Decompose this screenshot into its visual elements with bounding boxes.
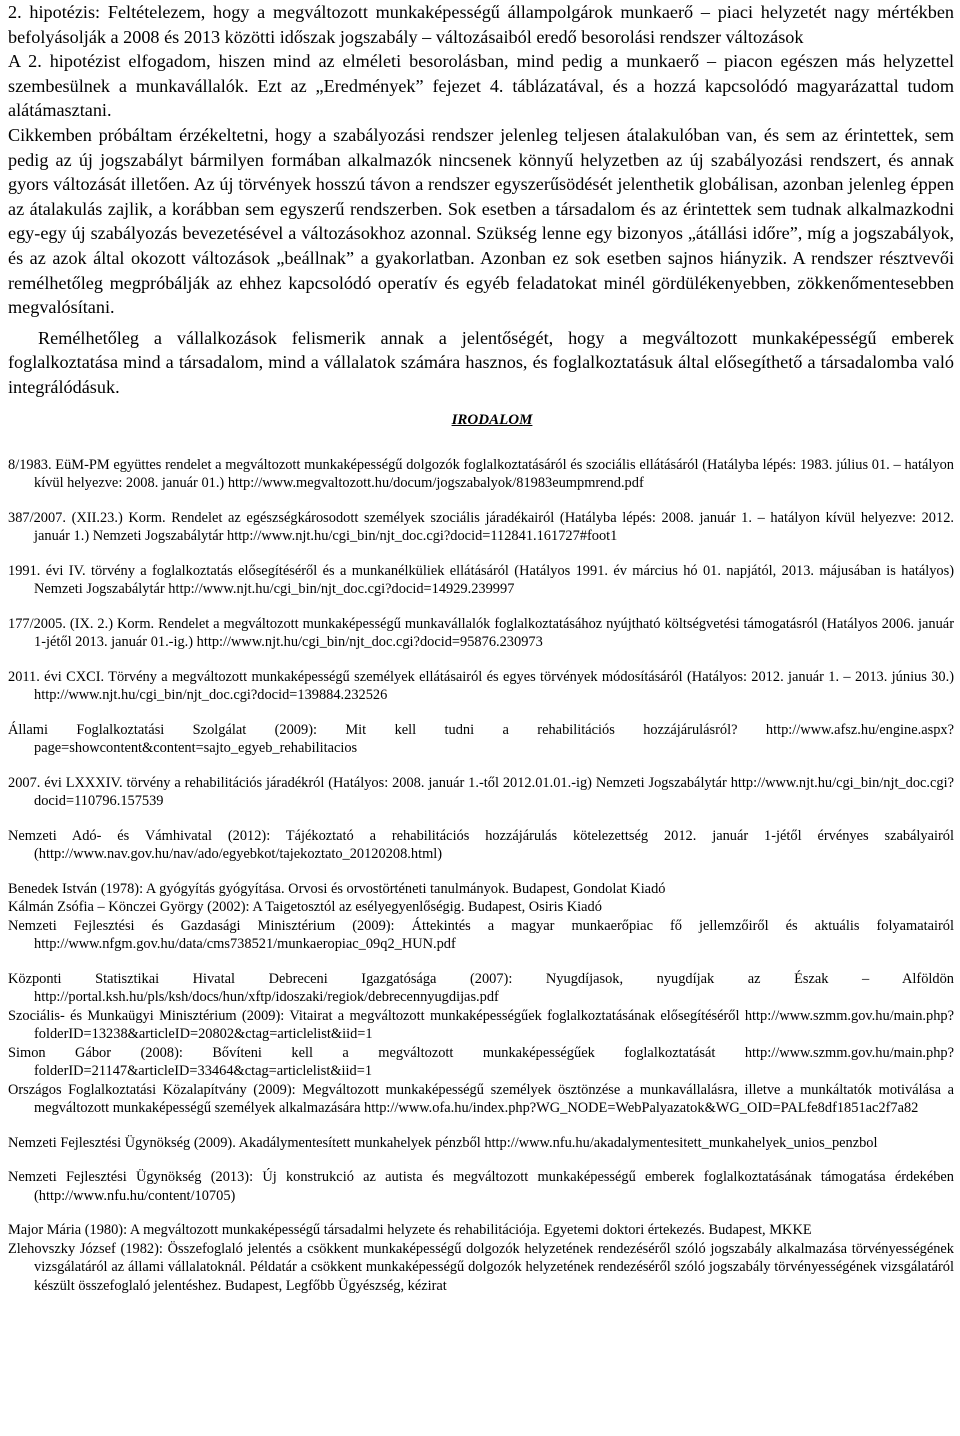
reference-item: Nemzeti Fejlesztési és Gazdasági Minisztérium (2009): Áttekintés a magyar munkaerőpiac fő jellemzőiről és aktuális folyamatairól http://www.nfgm.gov.hu/data/cms738521/munkaeropiac_09q2_HUN.pdf bbox=[8, 917, 954, 952]
reference-item: 2007. évi LXXXIV. törvény a rehabilitációs járadékról (Hatályos: 2008. január 1.-től 2012.01.01.-ig) Nemzeti Jogszabálytár http://www.njt.hu/cgi_bin/njt_doc.cgi?docid=110796.157539 bbox=[8, 774, 954, 809]
reference-item: 177/2005. (IX. 2.) Korm. Rendelet a megváltozott munkaképességű munkavállalók foglalkoztatásához nyújtható költségvetési támogatásról (Hatályos 2006. január 1-jétől 2013. január 01.-ig.) http://www.njt.hu/cgi_bin/njt_doc.cgi?docid=95876.230973 bbox=[8, 615, 954, 650]
discussion-paragraph-1: Cikkemben próbáltam érzékeltetni, hogy a szabályozási rendszer jelenleg teljesen átalakulóban van, és sem az érintettek, sem pedig az új jogszabályt bármilyen formában alkalmazók nincsenek könnyű helyzetben az új szabályozási rendszert, és annak gyors változását illetően. Az új törvények hosszú távon a rendszer egyszerűsödését jelenthetik globálisan, azonban jelenleg éppen az átalakulás zajlik, a korábban sem egyszerű rendszerben. Sok esetben a társadalom és az érintettek sem tudnak alkalmazkodni egy-egy új szabályozás bevezetésével a változásokhoz azonnal. Szükség lenne egy bizonyos „átállási időre”, míg a jogszabályok, és az azok által okozott változások „beállnak” a gyakorlatban. Azonban ez sok esetben sajnos hiányzik. A rendszer résztvevői remélhetőleg megpróbálják az ehhez kapcsolódó operatív és egyéb feladatokat minél gördülékenyebben, zökkenőmentesebben megvalósítani. bbox=[8, 124, 954, 318]
main-text bbox=[8, 0, 954, 400]
document-page bbox=[8, 0, 954, 1295]
reference-item: Benedek István (1978): A gyógyítás gyógyítása. Orvosi és orvostörténeti tanulmányok. Budapest, Gondolat Kiadó bbox=[8, 880, 666, 897]
reference-item: 8/1983. EüM-PM együttes rendelet a megváltozott munkaképességű dolgozók foglalkoztatásáról és szociális ellátásáról (Hatályba lépés: 1983. július 01. – hatályon kívül helyezve: 2008. január 01.) http://www.megvaltozott.hu/docum/jogszabalyok/81983eumpmrend.pdf bbox=[8, 456, 954, 491]
reference-item: 2011. évi CXCI. Törvény a megváltozott munkaképességű személyek ellátásairól és egyes törvények módosításáról (Hatályos: 2012. január 1. – 2013. június 30.) http://www.njt.hu/cgi_bin/njt_doc.cgi?docid=139884.232526 bbox=[8, 668, 954, 703]
reference-item: 1991. évi IV. törvény a foglalkoztatás elősegítéséről és a munkanélküliek ellátásáról (Hatályos 1991. év március hó 01. napjától, 2013. májusában is hatályos) Nemzeti Jogszabálytár http://www.njt.hu/cgi_bin/njt_doc.cgi?docid=14929.239997 bbox=[8, 562, 954, 597]
reference-list bbox=[8, 456, 954, 1296]
reference-item: Országos Foglalkoztatási Közalapítvány (2009): Megváltozott munkaképességű személyek ösztönzése a munkavállalásra, illetve a munkáltatók motiválása a megváltozott munkaképességű személyek alkalmazására http://www.ofa.hu/index.php?WG_NODE=WebPalyazatok&WG_OID=PALfe8df1851ac2f7a82 bbox=[8, 1081, 954, 1116]
reference-item: Központi Statisztikai Hivatal Debreceni Igazgatósága (2007): Nyugdíjasok, nyugdíjak az Észak – Alföldön http://portal.ksh.hu/pls/ksh/docs/hun/xftp/idoszaki/regiok/debrecennyugdijas.pdf bbox=[8, 970, 954, 1005]
reference-item: 387/2007. (XII.23.) Korm. Rendelet az egészségkárosodott személyek szociális járadékairól (Hatályba lépés: 2008. január 1. – hatályon kívül helyezve: 2012. január 1.) Nemzeti Jogszabálytár http://www.njt.hu/cgi_bin/njt_doc.cgi?docid=112841.161727#foot1 bbox=[8, 509, 954, 544]
reference-item: Nemzeti Fejlesztési Ügynökség (2009). Akadálymentesített munkahelyek pénzből http://www.nfu.hu/akadalymentesitett_munkahelyek_unios_penzbol bbox=[8, 1134, 878, 1151]
reference-item: Nemzeti Adó- és Vámhivatal (2012): Tájékoztató a rehabilitációs hozzájárulás kötelezettség 2012. január 1-jétől érvényes szabályairól (http://www.nav.gov.hu/nav/ado/egyebkot/tajekoztato_20120208.html) bbox=[8, 827, 954, 862]
reference-item: Zlehovszky József (1982): Összefoglaló jelentés a csökkent munkaképességű dolgozók helyzetének rendezéséről szóló jogszabály alkalmazása törvényességének vizsgálatáról az állami vállalatoknál. Példatár a csökkent munkaképességű dolgozók helyzetének rendezéséről szóló jogszabály törvényességének vizsgálatáról készült összefoglaló jelentéshez. Budapest, Legfőbb Ügyészség, kézirat bbox=[8, 1240, 954, 1294]
reference-item: Szociális- és Munkaügyi Minisztérium (2009): Vitairat a megváltozott munkaképességűek foglalkoztatásának elősegítéséről http://www.szmm.gov.hu/main.php?folderID=13238&articleID=20802&ctag=articlelist&iid=1 bbox=[8, 1007, 954, 1042]
hypothesis-2-conclusion: A 2. hipotézist elfogadom, hiszen mind az elméleti besorolásban, mind pedig a munkaerő – piacon egészen más helyzettel szembesülnek a munkavállalók. Ezt az „Eredmények” fejezet 4. táblázatával, és a hozzá kapcsolódó magyarázattal tudom alátámasztani. bbox=[8, 51, 954, 121]
reference-item: Kálmán Zsófia – Könczei György (2002): A Taigetosztól az esélyegyenlőségig. Budapest, Osiris Kiadó bbox=[8, 899, 602, 915]
discussion-paragraph-2: Remélhetőleg a vállalkozások felismerik annak a jelentőségét, hogy a megváltozott munkaképességű emberek foglalkoztatása mind a társadalom, mind a vállalatok számára hasznos, és foglalkoztatásuk által elősegíthető a társadalomba való integrálódásuk. bbox=[8, 327, 954, 397]
reference-item: Nemzeti Fejlesztési Ügynökség (2013): Új konstrukció az autista és megváltozott munkaképességű emberek foglalkoztatásának támogatása érdekében (http://www.nfu.hu/content/10705) bbox=[8, 1169, 954, 1204]
reference-item: Major Mária (1980): A megváltozott munkaképességű társadalmi helyzete és rehabilitációja. Egyetemi doktori értekezés. Budapest, MKKE bbox=[8, 1222, 812, 1238]
references-heading: IRODALOM bbox=[451, 411, 533, 428]
hypothesis-2-statement: 2. hipotézis: Feltételezem, hogy a megváltozott munkaképességű állampolgárok munkaerő – piaci helyzetét nagy mértékben befolyásolják a 2008 és 2013 közötti időszak jogszabály – változásaiból eredő besorolási rendszer változások bbox=[8, 2, 954, 47]
reference-item: Állami Foglalkoztatási Szolgálat (2009): Mit kell tudni a rehabilitációs hozzájárulásról? http://www.afsz.hu/engine.aspx?page=showcontent&content=sajto_egyeb_rehabilitacios bbox=[8, 721, 954, 756]
reference-item: Simon Gábor (2008): Bővíteni kell a megváltozott munkaképességűek foglalkoztatását http://www.szmm.gov.hu/main.php?folderID=21147&articleID=33464&ctag=articlelist&iid=1 bbox=[8, 1044, 954, 1079]
